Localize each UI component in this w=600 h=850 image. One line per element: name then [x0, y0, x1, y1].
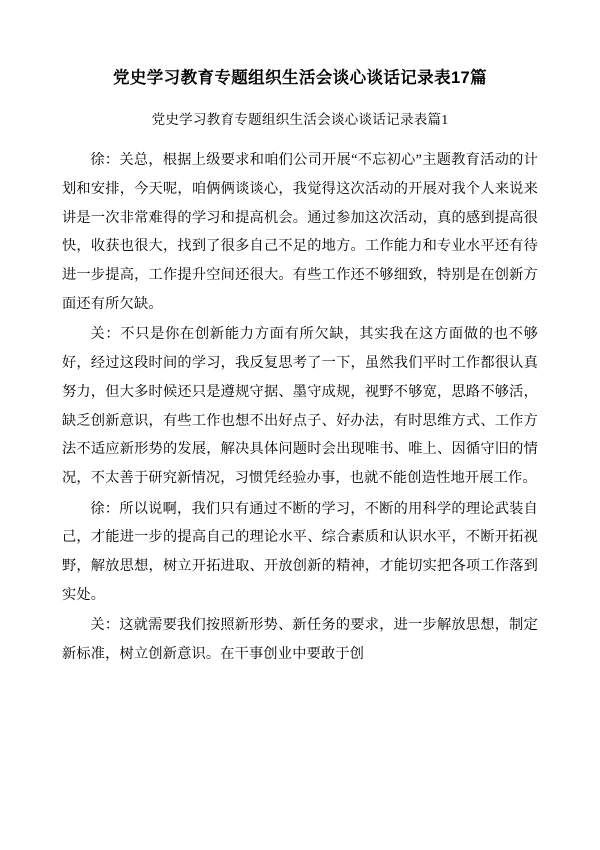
paragraph: 关：不只是你在创新能力方面有所欠缺，其实我在这方面做的也不够好，经过这段时间的学习，我反复思考了一下，虽然我们平时工作都很认真努力，但大多时候还只是遵规守据、墨守成规，视野不够宽，思路不够活，缺乏创新意识，有些工作也想不出好点子、好办法，有时思维方式、工作方法不适应新形势的发展，解决具体问题时会出现唯书、唯上、因循守旧的情况，不太善于研究新情况，习惯凭经验办事，也就不能创造性地开展工作。 — [62, 326, 538, 486]
document-body — [62, 146, 538, 668]
paragraph: 徐：所以说啊，我们只有通过不断的学习，不断的用科学的理论武装自己，才能进一步的提高自己的理论水平、综合素质和认识水平，不断开拓视野，解放思想，树立开拓进取、开放创新的精神，才能切实把各项工作落到实处。 — [62, 500, 538, 603]
paragraph: 徐：关总，根据上级要求和咱们公司开展“不忘初心”主题教育活动的计划和安排，今天呢，咱俩俩谈谈心，我觉得这次活动的开展对我个人来说来讲是一次非常难得的学习和提高机会。通过参加这次活动，真的感到提高很快，收获也很大，找到了很多自己不足的地方。工作能力和专业水平还有待进一步提高，工作提升空间还很大。有些工作还不够细致，特别是在创新方面还有所欠缺。 — [62, 152, 538, 312]
document-subtitle: 党史学习教育专题组织生活会谈心谈话记录表篇1 — [151, 111, 449, 127]
paragraph: 关：这就需要我们按照新形势、新任务的要求，进一步解放思想，制定新标准，树立创新意识。在干事创业中要敢于创 — [62, 617, 538, 663]
page-title: 党史学习教育专题组织生活会谈心谈话记录表17篇 — [112, 69, 488, 87]
